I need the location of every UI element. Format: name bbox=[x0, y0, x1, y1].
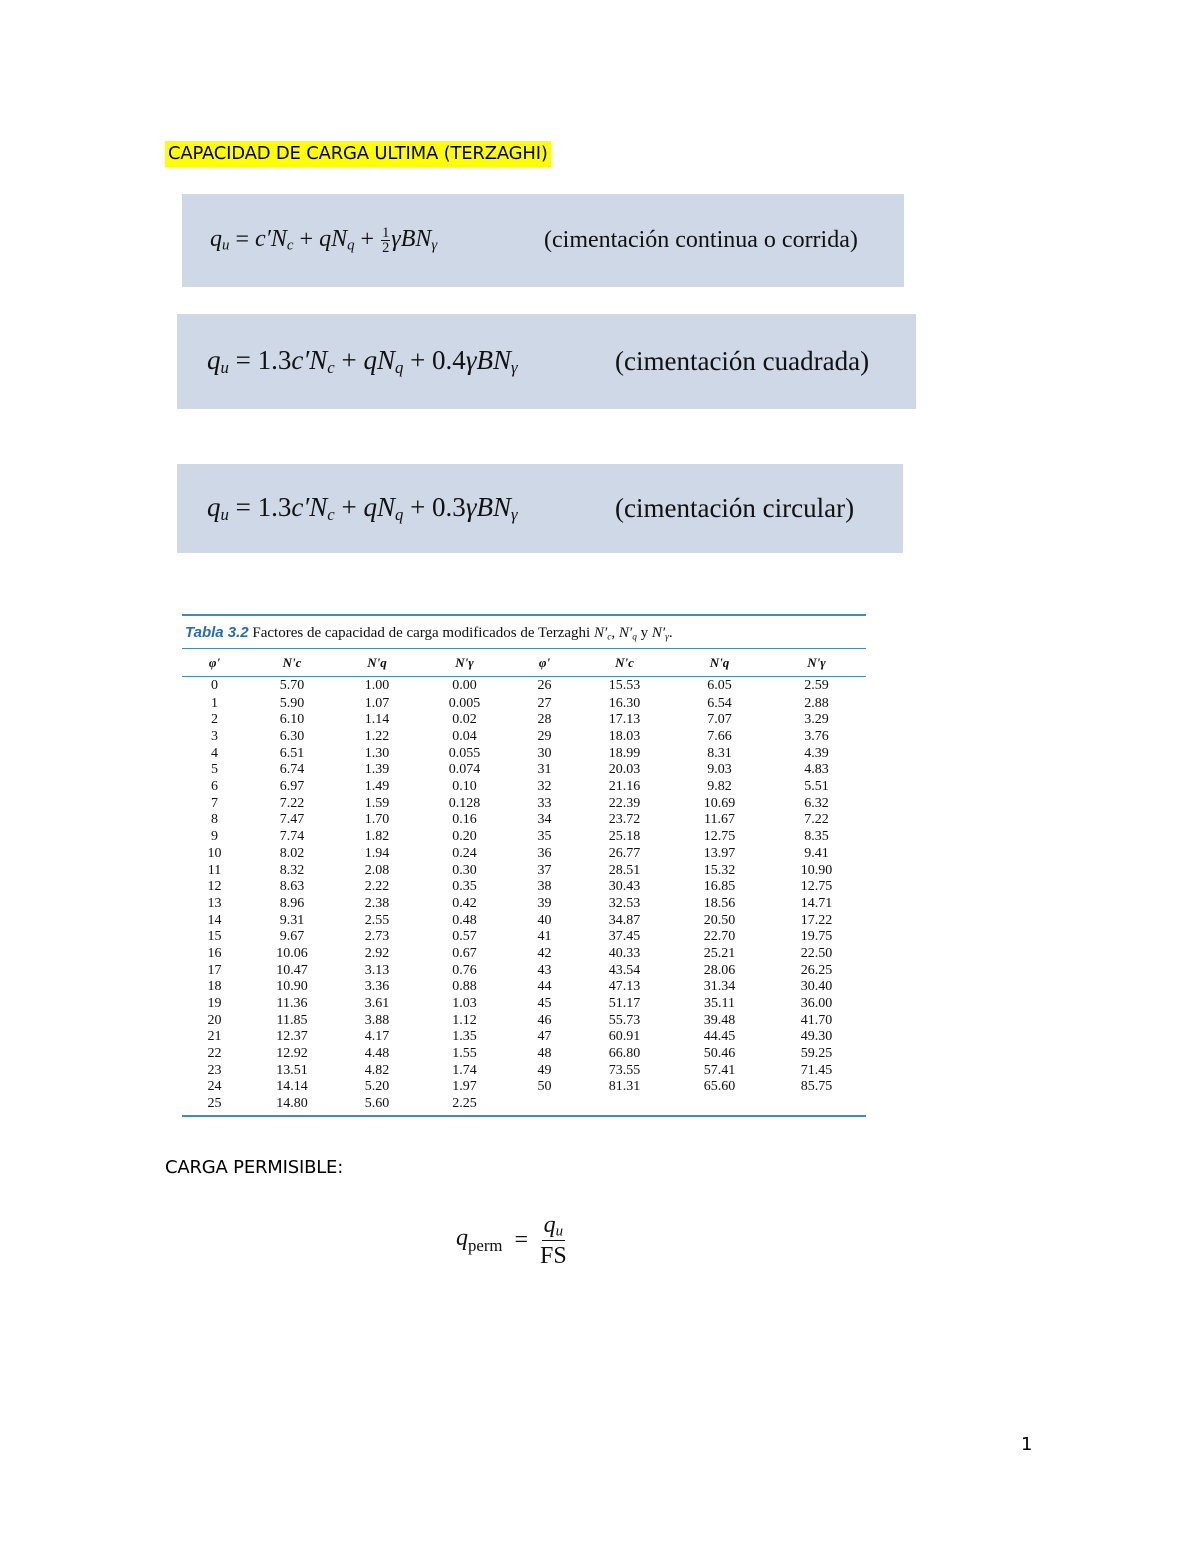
table-cell: 5.20 bbox=[364, 1079, 390, 1095]
table-cell: 0.10 bbox=[452, 779, 477, 795]
table-cell: 33 bbox=[537, 795, 552, 811]
table-cell: 15.53 bbox=[608, 678, 641, 694]
table-cell: 11.85 bbox=[276, 1012, 308, 1028]
table-cell: 46 bbox=[537, 1012, 552, 1028]
table-cell: 37.45 bbox=[608, 929, 641, 945]
table-cell: 49.30 bbox=[800, 1029, 833, 1045]
table-cell: 31 bbox=[537, 762, 552, 778]
table-cell: 5.60 bbox=[364, 1096, 390, 1112]
table-cell: 47.13 bbox=[608, 979, 641, 995]
table-cell: 28.51 bbox=[608, 862, 641, 878]
table-cell: 66.80 bbox=[608, 1046, 641, 1062]
table-cell: 5.90 bbox=[279, 695, 305, 711]
table-cell: 5.70 bbox=[279, 678, 305, 694]
table-cell: 8 bbox=[211, 812, 218, 828]
formula-square-equation: $q_u = 1.3c'N_c + qN_q + 0.4\gamma BN_\gamma$ bbox=[207, 344, 518, 378]
table-cell: 40.33 bbox=[608, 945, 641, 961]
table-cell: 6 bbox=[211, 779, 218, 795]
table-cell: 17.13 bbox=[608, 712, 641, 728]
table-cell: 19.75 bbox=[800, 929, 833, 945]
table-cell: 1.35 bbox=[452, 1029, 477, 1045]
table-cell: 22.50 bbox=[800, 945, 833, 961]
table-cell: 7.47 bbox=[279, 812, 305, 828]
table-cell: 41.70 bbox=[800, 1012, 833, 1028]
formula-circular-note: (cimentación circular) bbox=[615, 493, 855, 523]
table-cell: 6.05 bbox=[707, 678, 732, 694]
formula-continuous-equation: $q_u = c'N_c + qN_q$ + $\frac{1}{2}$ γBN$_\gamma$ bbox=[210, 224, 438, 256]
table-row bbox=[182, 862, 866, 879]
table-cell: 8.35 bbox=[804, 829, 829, 845]
formula-circular-equation: $q_u = 1.3c'N_c + qN_q + 0.3\gamma BN_\gamma$ bbox=[207, 491, 518, 525]
table-header-cell: N'c bbox=[615, 654, 634, 670]
table-cell: 1.74 bbox=[452, 1062, 477, 1078]
table-cell: 9.67 bbox=[279, 929, 305, 945]
table-cell: 39 bbox=[537, 895, 552, 911]
table-caption-tail: y bbox=[640, 625, 649, 641]
table-cell: 2.88 bbox=[804, 695, 829, 711]
table-cell: 0.04 bbox=[452, 729, 477, 745]
table-cell: 35.11 bbox=[704, 996, 735, 1012]
table-cell: 15 bbox=[207, 929, 222, 945]
table-cell: 6.32 bbox=[804, 795, 829, 811]
table-cell: 3.13 bbox=[364, 962, 390, 978]
table-cell bbox=[512, 1096, 577, 1113]
table-cell: 50 bbox=[537, 1079, 552, 1095]
table-cell: 8.02 bbox=[279, 845, 305, 861]
table-cell: 60.91 bbox=[608, 1029, 641, 1045]
table-cell: 1.22 bbox=[364, 729, 390, 745]
table-cell: 25 bbox=[207, 1096, 222, 1112]
formula-continuous-note: (cimentación continua o corrida) bbox=[544, 227, 858, 253]
table-cell: 44.45 bbox=[703, 1029, 736, 1045]
table-cell: 9 bbox=[211, 829, 218, 845]
table-cell: 18 bbox=[207, 979, 222, 995]
table-cell: 2 bbox=[211, 712, 218, 728]
table-cell: 2.55 bbox=[364, 912, 390, 928]
table-cell: 18.56 bbox=[703, 895, 736, 911]
table-row bbox=[182, 695, 866, 712]
table-cell: 18.99 bbox=[608, 745, 641, 761]
table-cell: 3.36 bbox=[364, 979, 390, 995]
table-row bbox=[182, 929, 866, 946]
table-cell bbox=[672, 1096, 767, 1113]
table-cell: 81.31 bbox=[608, 1079, 641, 1095]
table-cell: 4.39 bbox=[804, 745, 829, 761]
table-cell: 32.53 bbox=[608, 895, 641, 911]
table-cell: 47 bbox=[537, 1029, 552, 1045]
table-cell: 6.54 bbox=[707, 695, 732, 711]
table-cell: 10.90 bbox=[276, 979, 308, 995]
table-row bbox=[182, 946, 866, 963]
table-row bbox=[182, 1079, 866, 1096]
table-row bbox=[182, 1046, 866, 1063]
table-cell: 17.22 bbox=[800, 912, 833, 928]
table-cell: 23 bbox=[207, 1062, 222, 1078]
table-bottom-rule bbox=[182, 1115, 866, 1117]
table-cell: 16.30 bbox=[608, 695, 641, 711]
table-cell: 20.50 bbox=[703, 912, 736, 928]
table-cell: 1.07 bbox=[364, 695, 390, 711]
table-cell: 41 bbox=[537, 929, 552, 945]
table-cell: 25.18 bbox=[608, 829, 641, 845]
table-cell: 45 bbox=[537, 996, 552, 1012]
table-cell: 0 bbox=[211, 678, 218, 694]
table-cell: 55.73 bbox=[608, 1012, 641, 1028]
table-header-cell: φ' bbox=[208, 654, 221, 670]
table-cell: 5 bbox=[211, 762, 218, 778]
table-header-cell: N'γ bbox=[807, 654, 826, 670]
table-cell: 0.128 bbox=[448, 795, 481, 811]
table-header-row bbox=[182, 649, 866, 676]
table-cell: 1.55 bbox=[452, 1046, 477, 1062]
table-cell: 39.48 bbox=[703, 1012, 736, 1028]
table-cell: 2.25 bbox=[452, 1096, 477, 1112]
formula-allowable-fraction: $\frac{q_u}{FS}$ bbox=[540, 1212, 567, 1270]
table-cell: 31.34 bbox=[703, 979, 736, 995]
table-row bbox=[182, 1029, 866, 1046]
table-cell: 7.66 bbox=[707, 729, 732, 745]
table-cell: 0.16 bbox=[452, 812, 477, 828]
table-cell: 7.22 bbox=[279, 795, 305, 811]
table-cell: 1.49 bbox=[364, 779, 390, 795]
table-cell: 0.24 bbox=[452, 845, 477, 861]
table-cell: 30 bbox=[537, 745, 552, 761]
formula-allowable: $q_{perm}$ = $\frac{q_u}{FS}$ bbox=[456, 1212, 567, 1270]
table-cell: 13.97 bbox=[703, 845, 736, 861]
table-cell: 6.51 bbox=[279, 745, 305, 761]
table-cell: 9.31 bbox=[279, 912, 305, 928]
table-cell: 10.47 bbox=[276, 962, 308, 978]
table-row bbox=[182, 745, 866, 762]
table-cell: 1.14 bbox=[364, 712, 390, 728]
table-cell: 38 bbox=[537, 879, 552, 895]
table-cell: 12.92 bbox=[276, 1046, 308, 1062]
table-cell: 1.00 bbox=[364, 678, 390, 694]
table-cell: 44 bbox=[537, 979, 552, 995]
table-cell: 6.74 bbox=[279, 762, 305, 778]
table-cell: 6.97 bbox=[279, 779, 305, 795]
table-cell: 1.82 bbox=[364, 829, 390, 845]
table-cell: 5.51 bbox=[804, 779, 829, 795]
table-cell: 17 bbox=[207, 962, 222, 978]
table-header-cell: φ' bbox=[538, 654, 551, 670]
table-row bbox=[182, 829, 866, 846]
table-cell: 25.21 bbox=[703, 945, 736, 961]
table-cell: 15.32 bbox=[703, 862, 736, 878]
table-cell: 20 bbox=[207, 1012, 222, 1028]
table-cell: 34 bbox=[537, 812, 552, 828]
table-cell: 1.39 bbox=[364, 762, 390, 778]
table-cell: 14.71 bbox=[800, 895, 833, 911]
table-cell: 30.43 bbox=[608, 879, 641, 895]
table-cell: 12.37 bbox=[276, 1029, 308, 1045]
table-label: Tabla 3.2 bbox=[185, 624, 249, 641]
table-cell: 51.17 bbox=[608, 996, 641, 1012]
table-row bbox=[182, 896, 866, 913]
table-cell: 10 bbox=[207, 845, 222, 861]
table-header-cell: N'q bbox=[367, 654, 387, 670]
table-cell: 27 bbox=[537, 695, 552, 711]
table-cell: 34.87 bbox=[608, 912, 641, 928]
table-cell: 7.22 bbox=[804, 812, 829, 828]
table-cell: 22.70 bbox=[703, 929, 736, 945]
table-row bbox=[182, 912, 866, 929]
table-cell: 21.16 bbox=[608, 779, 641, 795]
table-cell: 0.074 bbox=[448, 762, 481, 778]
table-cell: 11 bbox=[207, 862, 222, 878]
table-row bbox=[182, 1062, 866, 1079]
table-cell: 0.76 bbox=[452, 962, 477, 978]
table-cell: 57.41 bbox=[703, 1062, 736, 1078]
table-cell: 16.85 bbox=[703, 879, 736, 895]
table-cell: 4.48 bbox=[364, 1046, 390, 1062]
table-cell: 14.14 bbox=[276, 1079, 308, 1095]
table-cell: 26.25 bbox=[800, 962, 833, 978]
table-cell: 0.055 bbox=[448, 745, 481, 761]
table-row bbox=[182, 996, 866, 1013]
table-cell: 2.38 bbox=[364, 895, 390, 911]
table-cell: 1.97 bbox=[452, 1079, 477, 1095]
table-cell: 73.55 bbox=[608, 1062, 641, 1078]
table-cell: 0.02 bbox=[452, 712, 477, 728]
table-cell: 30.40 bbox=[800, 979, 833, 995]
table-cell: 10.90 bbox=[800, 862, 833, 878]
table-cell: 0.48 bbox=[452, 912, 477, 928]
table-cell bbox=[767, 1096, 866, 1113]
table-row bbox=[182, 762, 866, 779]
table-cell: 24 bbox=[207, 1079, 222, 1095]
table-cell: 1.30 bbox=[364, 745, 390, 761]
table-cell: 8.31 bbox=[707, 745, 732, 761]
table-row bbox=[182, 879, 866, 896]
table-cell: 0.35 bbox=[452, 879, 477, 895]
table-row bbox=[182, 846, 866, 863]
table-cell: 49 bbox=[537, 1062, 552, 1078]
table-cell: 22 bbox=[207, 1046, 222, 1062]
table-row bbox=[182, 812, 866, 829]
table-cell: 13.51 bbox=[276, 1062, 308, 1078]
table-row bbox=[182, 1012, 866, 1029]
table-cell: 12.75 bbox=[703, 829, 736, 845]
table-cell: 0.42 bbox=[452, 895, 477, 911]
table-cell: 8.32 bbox=[279, 862, 305, 878]
table-cell: 28 bbox=[537, 712, 552, 728]
table-cell: 3.76 bbox=[804, 729, 829, 745]
table-cell: 4.83 bbox=[804, 762, 829, 778]
table-cell: 43.54 bbox=[608, 962, 641, 978]
table-cell: 59.25 bbox=[800, 1046, 833, 1062]
table-row bbox=[182, 676, 866, 695]
factors-table bbox=[182, 649, 866, 1112]
table-row bbox=[182, 795, 866, 812]
table-cell: 23.72 bbox=[608, 812, 641, 828]
table-cell: 12 bbox=[207, 879, 222, 895]
table-cell: 0.67 bbox=[452, 945, 477, 961]
table-cell: 0.00 bbox=[452, 678, 477, 694]
table-cell: 40 bbox=[537, 912, 552, 928]
table-cell: 19 bbox=[207, 996, 222, 1012]
table-cell: 3 bbox=[211, 729, 218, 745]
table-cell: 11.67 bbox=[704, 812, 735, 828]
table-cell: 48 bbox=[537, 1046, 552, 1062]
formula-continuous bbox=[182, 194, 904, 287]
table-cell: 11.36 bbox=[276, 996, 308, 1012]
table-cell: 8.96 bbox=[279, 895, 305, 911]
table-header-cell: N'γ bbox=[455, 654, 474, 670]
table-cell: 3.88 bbox=[364, 1012, 390, 1028]
table-cell: 10.69 bbox=[703, 795, 736, 811]
table-cell: 20.03 bbox=[608, 762, 641, 778]
table-cell: 43 bbox=[537, 962, 552, 978]
table-cell: 65.60 bbox=[703, 1079, 736, 1095]
table-cell: 12.75 bbox=[800, 879, 833, 895]
table-cell: 4.82 bbox=[364, 1062, 390, 1078]
table-cell: 7.74 bbox=[279, 829, 305, 845]
table-cell: 0.57 bbox=[452, 929, 477, 945]
table-cell: 4.17 bbox=[364, 1029, 390, 1045]
table-cell: 1 bbox=[211, 695, 218, 711]
table-cell: 3.29 bbox=[804, 712, 829, 728]
table-cell: 9.41 bbox=[804, 845, 829, 861]
table-cell: 10.06 bbox=[276, 945, 308, 961]
table-cell: 50.46 bbox=[703, 1046, 736, 1062]
bearing-capacity-table bbox=[182, 614, 866, 1117]
table-cell: 36.00 bbox=[800, 996, 833, 1012]
table-cell: 2.22 bbox=[364, 879, 390, 895]
formula-square bbox=[177, 314, 916, 409]
table-caption-text: Factores de capacidad de carga modificados de Terzaghi bbox=[252, 625, 591, 641]
table-cell: 18.03 bbox=[608, 729, 641, 745]
table-cell: 7 bbox=[211, 795, 218, 811]
table-cell: 32 bbox=[537, 779, 552, 795]
table-cell: 0.30 bbox=[452, 862, 477, 878]
table-cell: 0.005 bbox=[448, 695, 481, 711]
table-cell: 2.59 bbox=[804, 678, 829, 694]
table-cell: 13 bbox=[207, 895, 222, 911]
table-cell: 1.70 bbox=[364, 812, 390, 828]
page-number: 1 bbox=[1021, 1434, 1033, 1455]
table-cell: 71.45 bbox=[800, 1062, 833, 1078]
table-cell: 6.10 bbox=[279, 712, 305, 728]
table-cell: 8.63 bbox=[279, 879, 305, 895]
section-heading-terzaghi: CAPACIDAD DE CARGA ULTIMA (TERZAGHI) bbox=[165, 141, 551, 167]
formula-allowable-lhs: $q_{perm}$ bbox=[456, 1225, 503, 1256]
formula-square-note: (cimentación cuadrada) bbox=[615, 346, 870, 376]
table-cell: 2.92 bbox=[364, 945, 390, 961]
table-cell: 0.20 bbox=[452, 829, 477, 845]
table-row bbox=[182, 979, 866, 996]
table-cell: 2.73 bbox=[364, 929, 390, 945]
table-cell: 26 bbox=[537, 678, 552, 694]
table-cell: 1.12 bbox=[452, 1012, 477, 1028]
table-cell: 9.82 bbox=[707, 779, 732, 795]
table-cell: 22.39 bbox=[608, 795, 641, 811]
formula-circular bbox=[177, 464, 903, 553]
table-row bbox=[182, 962, 866, 979]
table-cell: 28.06 bbox=[703, 962, 736, 978]
table-cell: 6.30 bbox=[279, 729, 305, 745]
table-cell: 16 bbox=[207, 945, 222, 961]
table-cell: 29 bbox=[537, 729, 552, 745]
table-header-cell: N'c bbox=[282, 654, 302, 670]
table-row bbox=[182, 712, 866, 729]
table-cell: 26.77 bbox=[608, 845, 641, 861]
table-cell: 7.07 bbox=[707, 712, 732, 728]
table-cell: 3.61 bbox=[364, 996, 390, 1012]
table-caption: Tabla 3.2 Factores de capacidad de carga modificados de Terzaghi $N'_c$, $N'_q$ y $N'_\gamma$. bbox=[185, 624, 673, 643]
table-cell: 9.03 bbox=[707, 762, 732, 778]
table-cell: 2.08 bbox=[364, 862, 390, 878]
table-cell: 4 bbox=[211, 745, 218, 761]
table-cell: 42 bbox=[537, 945, 552, 961]
table-cell: 0.88 bbox=[452, 979, 477, 995]
table-header-cell: N'q bbox=[709, 654, 730, 670]
section-heading-allowable: CARGA PERMISIBLE: bbox=[165, 1157, 344, 1178]
table-cell: 36 bbox=[537, 845, 552, 861]
table-row bbox=[182, 779, 866, 796]
table-cell: 1.59 bbox=[364, 795, 390, 811]
table-row bbox=[182, 729, 866, 746]
table-cell bbox=[577, 1096, 672, 1113]
table-cell: 21 bbox=[207, 1029, 222, 1045]
table-cell: 1.94 bbox=[364, 845, 390, 861]
table-cell: 14 bbox=[207, 912, 222, 928]
table-cell: 85.75 bbox=[800, 1079, 833, 1095]
table-cell: 14.80 bbox=[276, 1096, 308, 1112]
table-cell: 1.03 bbox=[452, 996, 477, 1012]
table-row bbox=[182, 1096, 866, 1113]
table-cell: 37 bbox=[537, 862, 552, 878]
table-cell: 35 bbox=[537, 829, 552, 845]
